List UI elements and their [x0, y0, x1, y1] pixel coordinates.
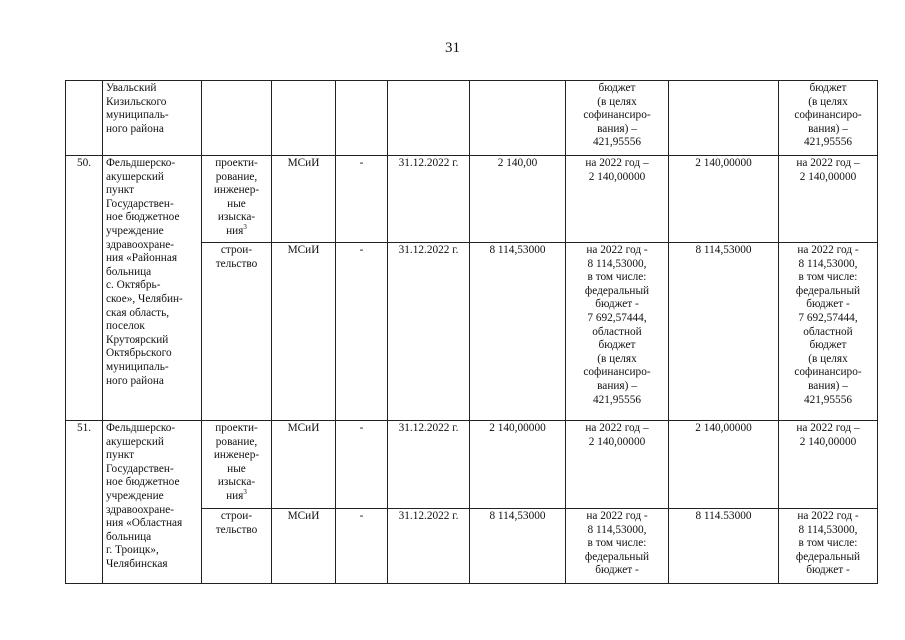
cell-limit: [669, 81, 779, 156]
cell-limit: 8 114,53000: [669, 243, 779, 421]
footnote-mark: 3: [243, 223, 247, 232]
cell-dash: -: [336, 509, 388, 584]
cell-dash: -: [336, 243, 388, 421]
cell-stage: строи- тельство: [202, 243, 272, 421]
stage-label: проекти- рование, инженер- ные изыска- ния: [213, 422, 260, 502]
cell-date: 31.12.2022 г.: [388, 243, 470, 421]
cell-cost: 2 140,00000: [470, 421, 566, 509]
cell-customer: МСиИ: [272, 243, 336, 421]
cell-num: 51.: [66, 421, 103, 584]
cell-funding: на 2022 год - 8 114,53000, в том числе: федеральный бюджет -: [566, 509, 669, 584]
cell-object-name: Увальский Кизильского муниципаль- ного района: [103, 81, 202, 156]
table-row-continuation: [66, 81, 878, 156]
cell-cost: 8 114,53000: [470, 509, 566, 584]
cell-funding-2: на 2022 год – 2 140,00000: [779, 421, 878, 509]
cell-customer: МСиИ: [272, 509, 336, 584]
cell-dash: [336, 81, 388, 156]
page-number: 31: [445, 40, 460, 56]
investment-objects-table: [65, 80, 878, 584]
cell-stage: строи- тельство: [202, 509, 272, 584]
cell-customer: МСиИ: [272, 421, 336, 509]
cell-num: [66, 81, 103, 156]
cell-stage: [202, 156, 272, 243]
cell-limit: 8 114.53000: [669, 509, 779, 584]
cell-funding-2: на 2022 год - 8 114,53000, в том числе: федеральный бюджет -: [779, 509, 878, 584]
cell-stage: [202, 421, 272, 509]
cell-funding-2: на 2022 год - 8 114,53000, в том числе: федеральный бюджет - 7 692,57444, областной бюджет (в целях софинансиро- вания) – 421,95556: [779, 243, 878, 421]
cell-num: 50.: [66, 156, 103, 421]
cell-object-name: Фельдшерско- акушерский пункт Государствен- ное бюджетное учреждение здравоохране- ния «Районная больница с. Октябрь- ское», Челябин- ская область, поселок Крутоярский Октябрьского муниципаль- ного района: [103, 156, 202, 421]
cell-object-name: Фельдшерско- акушерский пункт Государствен- ное бюджетное учреждение здравоохране- ния «Областная больница г. Троицк», Челябинская: [103, 421, 202, 584]
table-row: [66, 421, 878, 509]
cell-limit: 2 140,00000: [669, 156, 779, 243]
cell-stage: [202, 81, 272, 156]
stage-label: проекти- рование, инженер- ные изыска- ния: [213, 157, 260, 237]
cell-cost: 8 114,53000: [470, 243, 566, 421]
cell-funding: бюджет (в целях софинансиро- вания) – 421,95556: [566, 81, 669, 156]
cell-dash: -: [336, 421, 388, 509]
cell-date: 31.12.2022 г.: [388, 156, 470, 243]
cell-funding: на 2022 год – 2 140,00000: [566, 156, 669, 243]
footnote-mark: 3: [243, 488, 247, 497]
cell-funding-2: на 2022 год – 2 140,00000: [779, 156, 878, 243]
cell-cost: 2 140,00: [470, 156, 566, 243]
cell-customer: [272, 81, 336, 156]
cell-date: 31.12.2022 г.: [388, 509, 470, 584]
cell-date: 31.12.2022 г.: [388, 421, 470, 509]
cell-limit: 2 140,00000: [669, 421, 779, 509]
cell-funding: на 2022 год - 8 114,53000, в том числе: федеральный бюджет - 7 692,57444, областной бюджет (в целях софинансиро- вания) – 421,95556: [566, 243, 669, 421]
cell-funding-2: бюджет (в целях софинансиро- вания) – 421,95556: [779, 81, 878, 156]
cell-customer: МСиИ: [272, 156, 336, 243]
table-row: [66, 156, 878, 243]
cell-cost: [470, 81, 566, 156]
cell-date: [388, 81, 470, 156]
cell-dash: -: [336, 156, 388, 243]
cell-funding: на 2022 год – 2 140,00000: [566, 421, 669, 509]
